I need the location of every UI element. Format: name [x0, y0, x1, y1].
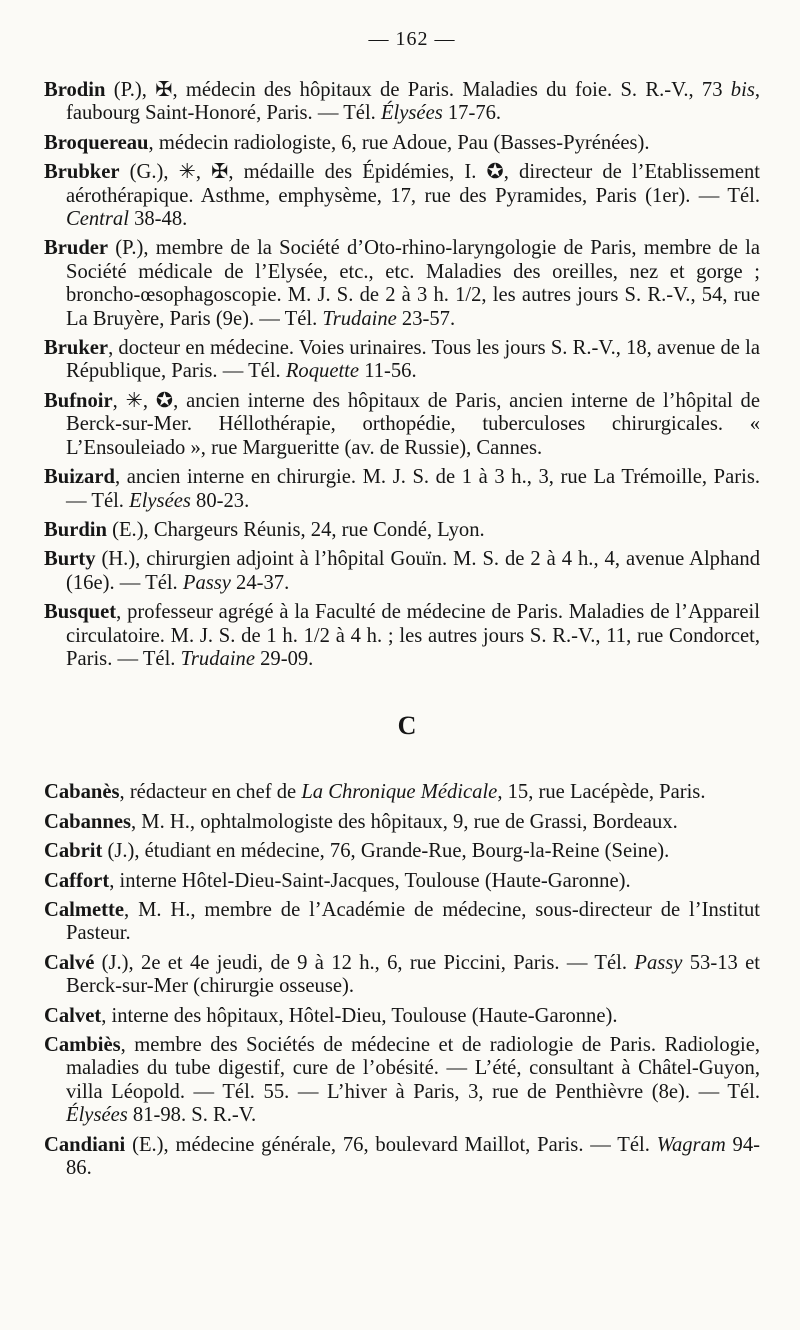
entry-name: Calvé — [44, 951, 95, 974]
directory-entry — [44, 870, 760, 893]
directory-entry — [44, 601, 760, 671]
entry-text: (E.), Chargeurs Réunis, 24, rue Condé, Lyon. — [106, 518, 485, 541]
entry-italic-text: Central — [66, 208, 129, 231]
entry-text: , faubourg Saint-Honoré, Paris. — Tél. — [66, 79, 760, 125]
entry-italic-text: La Chronique Médicale — [301, 781, 498, 804]
entry-text: (J.), étudiant en médecine, 76, Grande-Rue, Bourg-la-Reine (Seine). — [102, 840, 670, 863]
entry-text: 11-56. — [359, 360, 417, 383]
entry-text: 94-86. — [66, 1133, 761, 1180]
entry-text: 38-48. — [128, 208, 188, 231]
entry-name: Candiani — [44, 1133, 126, 1156]
directory-entry — [44, 237, 760, 331]
directory-entry — [44, 781, 760, 804]
entry-text: 23-57. — [396, 307, 456, 330]
section-heading: C — [397, 711, 417, 741]
entry-name: Busquet — [44, 601, 117, 624]
entry-text: , interne Hôtel-Dieu-Saint-Jacques, Toulouse (Haute-Garonne). — [109, 869, 631, 892]
entry-text: (E.), médecine générale, 76, boulevard Maillot, Paris. — Tél. — [125, 1133, 657, 1156]
entry-text: , docteur en médecine. Voies urinaires. Tous les jours S. R.-V., 18, avenue de la République, Paris. — Tél. — [66, 337, 760, 383]
entry-text: (G.), ✳, ✠, médaille des Épidémies, I. ✪, directeur de l’Etablissement aérothérapique. Asthme, emphysème, 17, rue des Pyramides, Paris (1er). — Tél. — [66, 161, 760, 207]
entry-text: (J.), 2e et 4e jeudi, de 9 à 12 h., 6, rue Piccini, Paris. — Tél. — [94, 951, 635, 974]
directory-entry — [44, 161, 760, 231]
entry-text: (P.), ✠, médecin des hôpitaux de Paris. Maladies du foie. S. R.-V., 73 — [105, 79, 731, 101]
page-number: — 162 — — [368, 28, 456, 50]
entry-name: Cabanès — [44, 781, 120, 804]
directory-entry — [44, 1005, 760, 1028]
entry-text: 80-23. — [190, 489, 250, 512]
directory-entry — [44, 466, 760, 513]
entry-name: Cambiès — [44, 1034, 121, 1056]
directory-entry — [44, 79, 760, 126]
directory-entry — [44, 840, 760, 863]
entry-italic-text: Trudaine — [180, 647, 255, 670]
entry-name: Bruker — [44, 337, 109, 360]
entry-italic-text: Wagram — [656, 1133, 726, 1156]
entry-text: , rédacteur en chef de — [119, 781, 302, 804]
entry-text: 53-13 et Berck-sur-Mer (chirurgie osseuse). — [66, 951, 760, 998]
directory-entry — [44, 1134, 760, 1181]
entry-italic-text: Roquette — [285, 360, 360, 383]
entry-name: Caffort — [44, 869, 110, 892]
entry-name: Brodin — [44, 79, 106, 101]
entry-text: , membre des Sociétés de médecine et de radiologie de Paris. Radiologie, maladies du tube digestif, cure de l’obésité. — L’été, consultant à Châtel-Guyon, villa Léopold. — Tél. 55. — L’hiver à Paris, 3, rue de Penthièvre (8e). — Tél. — [66, 1034, 760, 1103]
entry-name: Bufnoir — [44, 389, 113, 412]
entry-name: Burdin — [44, 518, 107, 541]
entry-name: Brubker — [44, 161, 120, 184]
entry-italic-text: Passy — [634, 951, 683, 974]
entry-italic-text: Passy — [182, 571, 231, 594]
directory-entry — [44, 132, 760, 155]
entry-name: Cabrit — [44, 840, 103, 863]
entry-text: , ancien interne en chirurgie. M. J. S. de 1 à 3 h., 3, rue La Trémoille, Paris. — Tél. — [66, 466, 760, 512]
directory-entry — [44, 548, 760, 595]
entry-text: 24-37. — [230, 571, 290, 594]
entry-text: , 15, rue Lacépède, Paris. — [497, 781, 706, 804]
entry-text: , interne des hôpitaux, Hôtel-Dieu, Toulouse (Haute-Garonne). — [101, 1004, 618, 1027]
directory-entry — [44, 390, 760, 460]
entry-italic-text: Elysées — [129, 489, 191, 512]
entry-name: Burty — [44, 548, 96, 571]
directory-entry — [44, 337, 760, 384]
entries-b-list — [44, 79, 760, 671]
entry-italic-text: Élysées — [66, 1104, 128, 1127]
directory-entry — [44, 1034, 760, 1128]
entry-italic-text: Élysées — [380, 102, 443, 125]
entry-italic-text: Trudaine — [322, 307, 397, 330]
entry-name: Bruder — [44, 237, 109, 260]
entry-name: Calmette — [44, 898, 125, 921]
entry-text: 81-98. S. R.-V. — [127, 1104, 257, 1127]
entry-text: , professeur agrégé à la Faculté de médecine de Paris. Maladies de l’Appareil circulatoire. M. J. S. de 1 h. 1/2 à 4 h. ; les autres jours S. R.-V., 11, rue Condorcet, Paris. — Tél. — [66, 601, 760, 670]
entry-text: , M. H., ophtalmologiste des hôpitaux, 9, rue de Grassi, Bordeaux. — [130, 810, 678, 833]
entry-italic-text: bis — [730, 79, 755, 101]
entry-text: , médecin radiologiste, 6, rue Adoue, Pau (Basses-Pyrénées). — [148, 131, 650, 154]
entry-name: Buizard — [44, 466, 115, 489]
entry-name: Broquereau — [44, 131, 149, 154]
entry-text: 29-09. — [254, 647, 314, 670]
directory-entry — [44, 811, 760, 834]
entry-text: 17-76. — [442, 102, 502, 125]
entry-text: (P.), membre de la Société d’Oto-rhino-laryngologie de Paris, membre de la Société médicale de l’Elysée, etc., etc. Maladies des oreilles, nez et gorge ; broncho-œsophagoscopie. M. J. S. de 2 à 3 h. 1/2, les autres jours S. R.-V., 54, rue La Bruyère, Paris (9e). — Tél. — [66, 237, 760, 330]
entry-name: Calvet — [44, 1004, 102, 1027]
directory-entry — [44, 952, 760, 999]
entries-c-list — [44, 781, 760, 1180]
entry-text: , ✳, ✪, ancien interne des hôpitaux de Paris, ancien interne de l’hôpital de Berck-sur-Mer. Héllothérapie, orthopédie, tuberculoses chirurgicales. « L’Ensouleiado », rue Margueritte (av. de Russie), Cannes. — [66, 389, 760, 459]
entry-text: , M. H., membre de l’Académie de médecine, sous-directeur de l’Institut Pasteur. — [66, 898, 760, 945]
directory-entry — [44, 899, 760, 946]
directory-entry — [44, 519, 760, 542]
entry-text: (H.), chirurgien adjoint à l’hôpital Gouïn. M. S. de 2 à 4 h., 4, avenue Alphand (16e). — Tél. — [66, 548, 760, 594]
entry-name: Cabannes — [44, 810, 131, 833]
